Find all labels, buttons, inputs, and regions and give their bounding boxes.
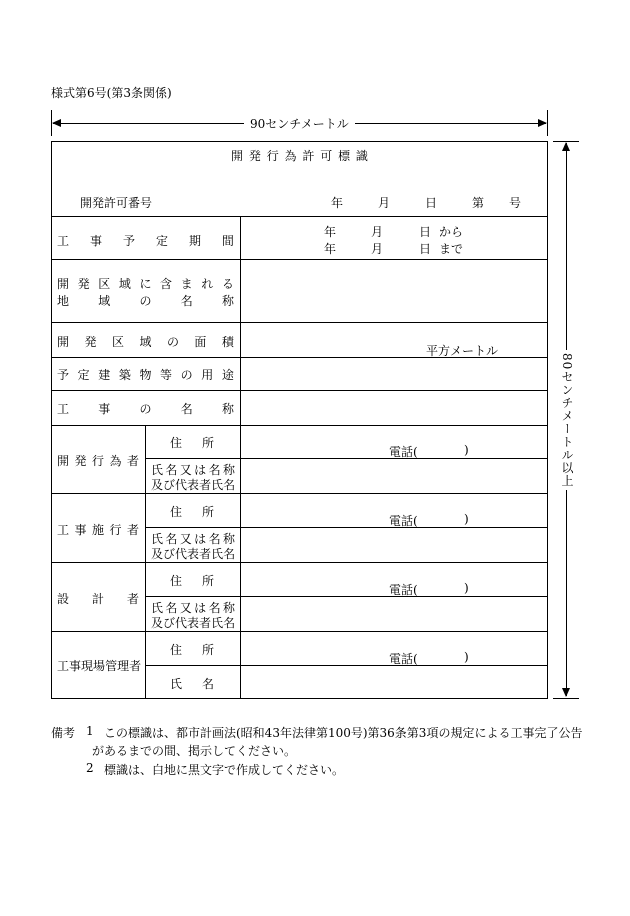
header-dai: 第	[472, 196, 485, 210]
rule-p1-mid	[145, 458, 548, 459]
building-use-label: 予 定 建 築 物 等 の 用 途	[57, 368, 234, 382]
arrow-up-icon	[562, 142, 570, 151]
party-1-address-label: 住 所	[170, 436, 214, 450]
rule-p2-mid	[145, 527, 548, 528]
party-4-phone-close: )	[464, 650, 469, 664]
width-label: 90センチメートル	[244, 115, 355, 132]
party-3-name-label-2: 及 び 代 表 者 氏 名	[151, 616, 236, 630]
rule-p1-end	[51, 493, 548, 494]
party-2-label: 工 事 施 行 者	[57, 523, 139, 537]
header-year: 年	[331, 196, 344, 210]
party-4-label: 工 事 現 場 管 理 者	[57, 659, 142, 673]
note-1-text: この標識は、都市計画法(昭和43年法律第100号)第36条第3項の規定による工事完了公告	[104, 726, 583, 740]
party-3-name-label-1: 氏 名 又 は 名 称	[151, 601, 235, 615]
party-2-name-label-2: 及 び 代 表 者 氏 名	[151, 547, 236, 561]
work-name-label: 工 事 の 名 称	[57, 402, 234, 416]
party-3-phone-close: )	[464, 581, 469, 595]
rule-area-name	[51, 322, 548, 323]
area-size-label: 開 発 区 域 の 面 積	[57, 335, 234, 349]
party-1-name-label-1: 氏 名 又 は 名 称	[151, 463, 235, 477]
header-go: 号	[509, 196, 522, 210]
area-unit: 平方メートル	[426, 344, 499, 358]
party-4-address-label: 住 所	[170, 643, 214, 657]
party-3-label: 設 計 者	[57, 592, 139, 606]
notes-label: 備考	[51, 726, 76, 740]
period-from-day: 日	[419, 225, 432, 239]
period-to-year: 年	[324, 242, 337, 256]
party-3-phone: 電話(	[389, 583, 418, 597]
rule-p3-mid	[145, 596, 548, 597]
rule-period	[51, 259, 548, 260]
party-1-phone: 電話(	[389, 445, 418, 459]
area-name-label-2: 地 域 の 名 称	[57, 294, 234, 308]
period-to-day: 日	[419, 242, 432, 256]
party-1-label: 開 発 行 為 者	[57, 454, 139, 468]
period-from: から	[439, 225, 464, 239]
arrow-right-icon	[538, 119, 547, 127]
note-2-text: 標識は、白地に黒文字で作成してください。	[104, 763, 345, 777]
area-name-label-1: 開 発 区 域 に 含 ま れ る	[57, 277, 234, 291]
party-2-name-label-1: 氏 名 又 は 名 称	[151, 532, 235, 546]
note-2-number: 2	[86, 761, 94, 775]
arrow-left-icon	[52, 119, 61, 127]
party-1-phone-close: )	[464, 443, 469, 457]
rule-party-column	[145, 425, 146, 699]
width-extension-right	[547, 110, 548, 136]
party-2-phone-close: )	[464, 512, 469, 526]
rule-work-name	[51, 425, 548, 426]
party-3-address-label: 住 所	[170, 574, 214, 588]
party-2-phone: 電話(	[389, 514, 418, 528]
period-to: まで	[439, 242, 464, 256]
form-number: 様式第6号(第3条関係)	[51, 86, 172, 100]
party-4-name-label: 氏 名	[170, 677, 214, 691]
note-1-number: 1	[86, 724, 94, 738]
period-from-year: 年	[324, 225, 337, 239]
rule-p2-end	[51, 562, 548, 563]
period-label: 工 事 予 定 期 間	[57, 234, 234, 248]
period-from-month: 月	[371, 225, 384, 239]
header-month: 月	[378, 196, 391, 210]
sign-title: 開 発 行 為 許 可 標 識	[231, 149, 368, 163]
party-2-address-label: 住 所	[170, 505, 214, 519]
arrow-down-icon	[562, 688, 570, 697]
permit-number-label: 開発許可番号	[80, 196, 153, 210]
note-1-text-continued: があるまでの間、掲示してください。	[92, 744, 297, 758]
rule-p3-end	[51, 631, 548, 632]
rule-header	[51, 216, 548, 217]
sign-frame	[51, 141, 548, 699]
rule-building-use	[51, 390, 548, 391]
height-extension-bottom	[553, 698, 579, 699]
period-to-month: 月	[371, 242, 384, 256]
rule-label-column	[240, 216, 241, 699]
party-1-name-label-2: 及 び 代 表 者 氏 名	[151, 478, 236, 492]
header-day: 日	[425, 196, 438, 210]
height-label: 80センチメートル以上	[559, 350, 576, 490]
rule-p4-mid	[145, 665, 548, 666]
party-4-phone: 電話(	[389, 652, 418, 666]
